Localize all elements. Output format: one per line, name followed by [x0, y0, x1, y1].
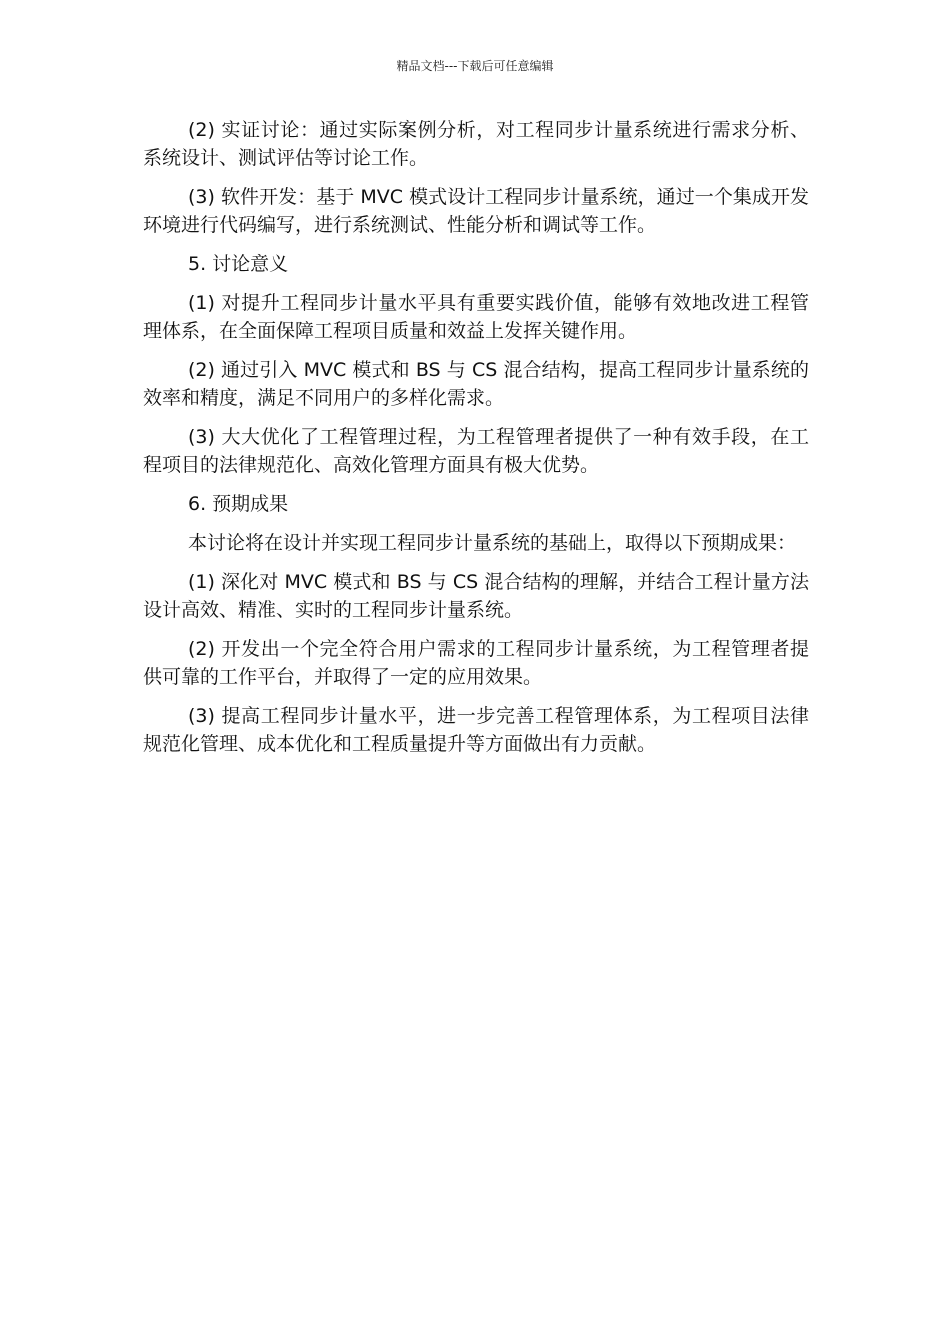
- paragraph-research-discussion: (2) 实证讨论：通过实际案例分析，对工程同步计量系统进行需求分析、系统设计、测试评估等讨论工作。: [143, 119, 809, 169]
- section-heading-significance: 5. 讨论意义: [188, 253, 289, 275]
- paragraph-expected-intro: 本讨论将在设计并实现工程同步计量系统的基础上，取得以下预期成果：: [188, 532, 797, 554]
- section-heading-expected-results: 6. 预期成果: [188, 493, 289, 515]
- paragraph-significance-2: (2) 通过引入 MVC 模式和 BS 与 CS 混合结构，提高工程同步计量系统的效率和精度，满足不同用户的多样化需求。: [143, 359, 809, 409]
- paragraph-expected-1: (1) 深化对 MVC 模式和 BS 与 CS 混合结构的理解，并结合工程计量方法设计高效、精准、实时的工程同步计量系统。: [143, 571, 809, 621]
- paragraph-expected-2: (2) 开发出一个完全符合用户需求的工程同步计量系统，为工程管理者提供可靠的工作平台，并取得了一定的应用效果。: [143, 638, 809, 688]
- document-body: [143, 116, 809, 769]
- page-header: 精品文档---下载后可任意编辑: [396, 59, 554, 73]
- paragraph-significance-1: (1) 对提升工程同步计量水平具有重要实践价值，能够有效地改进工程管理体系，在全面保障工程项目质量和效益上发挥关键作用。: [143, 292, 809, 342]
- paragraph-software-development: (3) 软件开发：基于 MVC 模式设计工程同步计量系统，通过一个集成开发环境进行代码编写，进行系统测试、性能分析和调试等工作。: [143, 186, 809, 236]
- paragraph-significance-3: (3) 大大优化了工程管理过程，为工程管理者提供了一种有效手段，在工程项目的法律规范化、高效化管理方面具有极大优势。: [143, 426, 809, 476]
- paragraph-expected-3: (3) 提高工程同步计量水平，进一步完善工程管理体系，为工程项目法律规范化管理、成本优化和工程质量提升等方面做出有力贡献。: [143, 705, 809, 755]
